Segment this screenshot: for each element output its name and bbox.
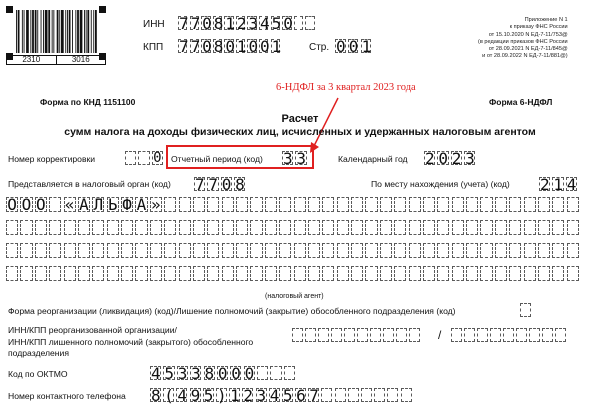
char-cell[interactable]: 7 [179,37,189,56]
form-subtitle: сумм налога на доходы физических лиц, исчисленных и удержанных налоговым агентом [64,126,536,138]
char-cell[interactable] [318,328,329,342]
char-cell[interactable] [49,220,61,235]
char-cell[interactable] [49,197,61,212]
char-cell[interactable] [207,266,219,281]
char-cell[interactable] [351,243,363,258]
char-cell[interactable]: 0 [283,14,293,33]
tax-authority-field[interactable] [194,175,248,194]
char-cell[interactable] [150,266,162,281]
correction-label: Номер корректировки [8,154,96,164]
char-cell[interactable] [466,266,478,281]
char-cell[interactable] [383,328,394,342]
char-cell[interactable] [452,243,464,258]
char-cell[interactable]: 1 [271,37,282,56]
char-cell[interactable] [222,243,234,258]
char-cell[interactable] [164,243,176,258]
char-cell[interactable] [396,328,407,342]
char-cell[interactable] [207,197,219,212]
char-cell[interactable] [294,266,306,281]
knd-code: Форма по КНД 1151100 [40,97,136,107]
char-cell[interactable] [179,220,191,235]
char-cell[interactable] [322,220,334,235]
char-cell[interactable] [308,243,320,258]
char-cell[interactable]: 0 [244,364,255,383]
char-cell[interactable]: 0 [348,37,359,56]
char-cell[interactable] [538,220,550,235]
char-cell[interactable]: 0 [153,150,162,166]
char-cell[interactable] [35,243,47,258]
char-cell[interactable] [387,388,398,402]
char-cell[interactable] [265,197,277,212]
char-cell[interactable] [337,243,349,258]
char-cell[interactable] [538,197,550,212]
char-cell[interactable] [6,266,18,281]
char-cell[interactable] [107,220,119,235]
location-code-field[interactable] [539,175,579,194]
oktmo-label: Код по ОКТМО [8,369,68,379]
char-cell[interactable] [344,328,355,342]
barcode-number-right: 3016 [71,55,90,64]
char-cell[interactable] [64,220,76,235]
char-cell[interactable] [6,220,18,235]
char-cell[interactable] [135,220,147,235]
char-cell[interactable] [452,220,464,235]
char-cell[interactable] [78,220,90,235]
char-cell[interactable] [423,266,435,281]
reorg-inn-label [8,325,253,360]
char-cell[interactable] [567,243,579,258]
agent-name-row [6,266,581,281]
char-cell[interactable]: 1 [361,37,372,56]
char-cell[interactable] [524,197,536,212]
char-cell[interactable]: 7 [190,37,201,56]
char-cell[interactable]: 4 [566,175,577,194]
char-cell[interactable]: 3 [248,14,259,33]
char-cell[interactable] [250,220,262,235]
char-cell[interactable]: 7 [179,14,189,33]
char-cell[interactable]: 3 [177,364,188,383]
char-cell[interactable] [374,388,385,402]
char-cell[interactable] [20,243,32,258]
char-cell[interactable] [357,328,368,342]
char-cell[interactable] [107,243,119,258]
char-cell[interactable] [121,243,133,258]
char-cell[interactable] [64,243,76,258]
char-cell[interactable] [509,266,521,281]
char-cell[interactable]: 0 [202,37,212,56]
char-cell[interactable] [351,220,363,235]
char-cell[interactable] [567,197,579,212]
char-cell[interactable] [49,266,61,281]
char-cell[interactable]: 8 [151,386,161,405]
char-cell[interactable] [335,388,346,402]
char-cell[interactable]: 1 [230,386,240,405]
char-cell[interactable] [351,266,363,281]
char-cell[interactable] [495,197,507,212]
year-field[interactable] [424,149,478,168]
char-cell[interactable] [437,243,449,258]
char-cell[interactable] [365,243,377,258]
char-cell[interactable]: 8 [204,364,215,383]
char-cell[interactable] [294,197,306,212]
char-cell[interactable] [466,197,478,212]
char-cell[interactable] [270,366,281,380]
char-cell[interactable] [222,266,234,281]
char-cell[interactable] [401,388,412,402]
char-cell[interactable] [250,243,262,258]
phone-label: Номер контактного телефона [8,391,126,401]
char-cell[interactable] [179,266,191,281]
char-cell[interactable] [265,220,277,235]
char-cell[interactable]: 3 [283,149,293,168]
char-cell[interactable]: Ь [107,195,118,214]
char-cell[interactable] [555,328,566,342]
char-cell[interactable] [437,197,449,212]
correction-number-field[interactable] [125,151,165,165]
char-cell[interactable] [265,266,277,281]
char-cell[interactable]: 5 [282,386,293,405]
char-cell[interactable] [135,266,147,281]
char-cell[interactable] [193,243,205,258]
char-cell[interactable] [337,266,349,281]
char-cell[interactable] [451,328,462,342]
agent-name-row [6,197,581,212]
char-cell[interactable]: Л [93,195,104,214]
char-cell[interactable] [257,366,268,380]
char-cell[interactable] [509,220,521,235]
char-cell[interactable] [520,303,531,317]
char-cell[interactable] [279,266,291,281]
agent-caption: (налоговый агент) [265,293,324,300]
char-cell[interactable] [351,197,363,212]
char-cell[interactable] [394,266,406,281]
char-cell[interactable] [308,220,320,235]
char-cell[interactable] [236,243,248,258]
char-cell[interactable]: 0 [231,364,241,383]
phone-field[interactable] [150,386,414,405]
char-cell[interactable] [49,243,61,258]
char-cell[interactable] [305,328,316,342]
reorg-label: Форма реорганизации (ликвидация) (код)/Лишение полномочий (закрытие) обособленного подразделения (код) [8,306,456,316]
char-cell[interactable] [509,243,521,258]
char-cell[interactable] [524,266,536,281]
char-cell[interactable] [292,328,303,342]
char-cell[interactable] [207,220,219,235]
reorg-inn-label-line: подразделения [8,348,69,358]
char-cell[interactable] [490,328,501,342]
char-cell[interactable] [552,243,564,258]
char-cell[interactable] [150,243,162,258]
char-cell[interactable] [294,243,306,258]
reorg-inn-field[interactable] [292,328,422,342]
char-cell[interactable] [361,388,372,402]
char-cell[interactable]: 2 [540,175,550,194]
char-cell[interactable] [64,266,76,281]
char-cell[interactable]: 3 [256,386,267,405]
char-cell[interactable] [365,197,377,212]
char-cell[interactable] [78,266,90,281]
char-cell[interactable] [164,220,176,235]
char-cell[interactable] [92,243,104,258]
char-cell[interactable] [365,266,377,281]
notice-line: (в редакции приказов ФНС России [478,38,568,45]
location-label: По месту нахождения (учета) (код) [371,179,510,189]
char-cell[interactable] [380,266,392,281]
char-cell[interactable] [279,243,291,258]
char-cell[interactable] [236,197,248,212]
char-cell[interactable]: 9 [190,386,201,405]
char-cell[interactable] [380,243,392,258]
char-cell[interactable]: 3 [296,149,307,168]
char-cell[interactable] [321,388,332,402]
char-cell[interactable] [466,243,478,258]
char-cell[interactable] [423,220,435,235]
char-cell[interactable]: 8 [235,175,245,194]
char-cell[interactable] [265,243,277,258]
char-cell[interactable] [322,243,334,258]
char-cell[interactable]: « [64,195,75,214]
char-cell[interactable]: 8 [213,14,224,33]
char-cell[interactable] [35,266,47,281]
char-cell[interactable] [437,220,449,235]
char-cell[interactable] [78,243,90,258]
char-cell[interactable] [464,328,475,342]
char-cell[interactable] [495,266,507,281]
char-cell[interactable] [35,220,47,235]
char-cell[interactable]: 0 [225,37,235,56]
char-cell[interactable] [179,197,191,212]
char-cell[interactable] [92,220,104,235]
reorg-inn-label-line: ИНН/КПП реорганизованной организации/ [8,325,177,335]
char-cell[interactable]: 4 [177,386,188,405]
reorg-inn-label-line: ИНН/КПП лишенного полномочий (закрытого) обособленного [8,336,254,347]
char-cell[interactable] [236,220,248,235]
char-cell[interactable] [365,220,377,235]
char-cell[interactable]: 2 [243,386,253,405]
oktmo-field[interactable] [150,364,297,383]
slash-separator: / [438,328,442,342]
char-cell[interactable] [409,266,421,281]
char-cell[interactable]: 1 [553,175,564,194]
char-cell[interactable] [308,197,320,212]
char-cell[interactable]: А [79,195,89,214]
page-label: Стр. [309,42,330,53]
char-cell[interactable]: 0 [260,37,270,56]
char-cell[interactable] [331,328,342,342]
char-cell[interactable] [394,220,406,235]
char-cell[interactable] [538,266,550,281]
char-cell[interactable] [121,220,133,235]
char-cell[interactable]: 4 [151,364,161,383]
char-cell[interactable]: 0 [217,364,228,383]
char-cell[interactable]: 4 [269,386,280,405]
char-cell[interactable]: 7 [208,175,219,194]
char-cell[interactable] [394,243,406,258]
char-cell[interactable]: 6 [296,386,306,405]
char-cell[interactable] [480,197,492,212]
notice-line: от 28.09.2021 N ЕД-7-11/845@ [488,46,568,53]
char-cell[interactable] [125,151,136,165]
char-cell[interactable]: 3 [191,364,201,383]
char-cell[interactable]: О [21,195,32,214]
char-cell[interactable] [348,388,359,402]
barcode-number-left: 2310 [7,56,57,64]
char-cell[interactable] [337,220,349,235]
char-cell[interactable]: ( [164,386,174,405]
char-cell[interactable] [380,220,392,235]
year-label: Календарный год [338,154,408,164]
char-cell[interactable] [394,197,406,212]
char-cell[interactable] [409,328,420,342]
char-cell[interactable]: О [36,195,46,214]
char-cell[interactable] [452,266,464,281]
char-cell[interactable] [135,243,147,258]
char-cell[interactable] [552,197,564,212]
char-cell[interactable] [222,197,234,212]
char-cell[interactable] [495,243,507,258]
char-cell[interactable] [279,220,291,235]
char-cell[interactable]: 2 [425,149,435,168]
char-cell[interactable] [477,328,488,342]
notice-line: и от 28.09.2022 N ЕД-7-11/881@) [482,53,568,60]
char-cell[interactable] [284,366,295,380]
char-cell[interactable] [193,220,205,235]
char-cell[interactable]: 5 [203,386,214,405]
char-cell[interactable]: 3 [465,149,475,168]
char-cell[interactable] [179,243,191,258]
form-title: Расчет [281,113,319,125]
char-cell[interactable]: 2 [451,149,462,168]
char-cell[interactable] [322,266,334,281]
char-cell[interactable]: 0 [202,14,212,33]
char-cell[interactable]: ) [216,386,227,405]
char-cell[interactable]: 0 [336,37,346,56]
char-cell[interactable] [207,243,219,258]
char-cell[interactable]: А [136,195,147,214]
char-cell[interactable] [236,266,248,281]
char-cell[interactable] [423,197,435,212]
char-cell[interactable]: 4 [260,14,270,33]
inn-label: ИНН [143,19,165,30]
char-cell[interactable] [370,328,381,342]
agent-name-row [6,220,581,235]
char-cell[interactable] [409,197,421,212]
char-cell[interactable]: Ф [122,195,132,214]
char-cell[interactable] [542,328,553,342]
char-cell[interactable] [20,266,32,281]
char-cell[interactable]: 2 [236,14,247,33]
char-cell[interactable] [308,266,320,281]
char-cell[interactable] [552,266,564,281]
char-cell[interactable]: 0 [438,149,449,168]
char-cell[interactable]: 1 [225,14,235,33]
agent-name-row [6,243,581,258]
char-cell[interactable] [322,197,334,212]
tax-authority-label: Представляется в налоговый орган (код) [8,179,171,189]
char-cell[interactable] [529,328,540,342]
period-label: Отчетный период (код) [171,154,263,164]
char-cell[interactable] [509,197,521,212]
char-cell[interactable] [437,266,449,281]
char-cell[interactable]: 5 [271,14,282,33]
char-cell[interactable] [409,243,421,258]
annotation-text: 6-НДФЛ за 3 квартал 2023 года [276,82,416,93]
char-cell[interactable]: » [151,195,161,214]
char-cell[interactable] [6,243,18,258]
char-cell[interactable] [524,220,536,235]
char-cell[interactable] [193,266,205,281]
char-cell[interactable] [337,197,349,212]
char-cell[interactable] [567,220,579,235]
char-cell[interactable] [480,220,492,235]
notice-line: к приказу ФНС России [509,24,568,31]
char-cell[interactable] [516,328,527,342]
char-cell[interactable] [250,266,262,281]
char-cell[interactable]: 7 [190,14,201,33]
char-cell[interactable] [538,243,550,258]
reorg-kpp-field[interactable] [451,328,568,342]
char-cell[interactable] [20,220,32,235]
char-cell[interactable]: 5 [164,364,175,383]
char-cell[interactable] [107,266,119,281]
char-cell[interactable] [423,243,435,258]
char-cell[interactable] [250,197,262,212]
char-cell[interactable] [164,266,176,281]
char-cell[interactable] [524,243,536,258]
char-cell[interactable] [380,197,392,212]
char-cell[interactable] [92,266,104,281]
char-cell[interactable]: 0 [248,37,259,56]
char-cell[interactable] [567,266,579,281]
reorg-code-field[interactable] [520,303,533,317]
form-name: Форма 6-НДФЛ [489,97,553,107]
char-cell[interactable] [138,151,149,165]
char-cell[interactable]: О [7,195,17,214]
notice-line: Приложение N 1 [524,17,568,23]
char-cell[interactable] [150,220,162,235]
char-cell[interactable] [480,243,492,258]
char-cell[interactable] [279,197,291,212]
char-cell[interactable]: 0 [221,175,232,194]
char-cell[interactable]: 8 [213,37,224,56]
char-cell[interactable]: 7 [309,386,319,405]
char-cell[interactable] [552,220,564,235]
char-cell[interactable] [503,328,514,342]
char-cell[interactable] [495,220,507,235]
char-cell[interactable] [466,220,478,235]
char-cell[interactable] [480,266,492,281]
char-cell[interactable] [193,197,205,212]
char-cell[interactable] [222,220,234,235]
kpp-label: КПП [143,42,164,53]
char-cell[interactable]: 1 [236,37,247,56]
char-cell[interactable] [121,266,133,281]
char-cell[interactable] [409,220,421,235]
char-cell[interactable] [164,197,176,212]
char-cell[interactable] [452,197,464,212]
char-cell[interactable] [294,220,306,235]
period-code-field[interactable] [282,149,309,168]
char-cell[interactable]: 7 [195,175,205,194]
notice-line: от 15.10.2020 N ЕД-7-11/753@ [488,31,568,38]
